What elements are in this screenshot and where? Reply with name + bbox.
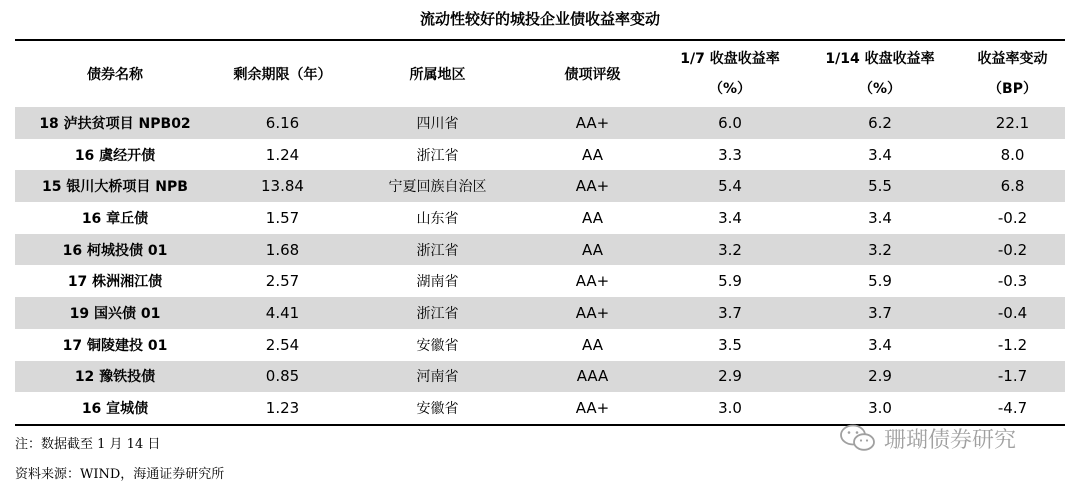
table-row xyxy=(15,139,1065,171)
yield-jan7: 3.2 xyxy=(660,234,800,266)
rating: AA+ xyxy=(575,399,610,418)
yield-jan14: 2.9 xyxy=(800,361,960,393)
yield-jan14: 3.2 xyxy=(800,234,960,266)
table-row xyxy=(15,170,1065,202)
yield-change: -4.7 xyxy=(997,399,1028,418)
remaining-term: 2.57 xyxy=(265,272,300,291)
bond-name: 16 柯城投债 01 xyxy=(15,234,215,266)
yield-change: -0.4 xyxy=(960,297,1065,329)
yield-change: -1.2 xyxy=(997,335,1028,354)
yield-jan14: 3.0 xyxy=(868,399,892,418)
bond-name: 12 豫铁投债 xyxy=(15,361,215,393)
bond-name: 18 泸扶贫项目 NPB02 xyxy=(15,107,215,139)
table-row xyxy=(15,361,1065,393)
yield-jan14: 5.9 xyxy=(868,272,892,291)
table-title: 流动性较好的城投企业债收益率变动 xyxy=(419,10,660,28)
remaining-term: 6.16 xyxy=(215,107,350,139)
rating: AA xyxy=(582,335,603,354)
remaining-term: 1.23 xyxy=(265,399,300,418)
table-row xyxy=(15,329,1065,361)
yield-jan14: 3.7 xyxy=(800,297,960,329)
yield-jan7: 3.3 xyxy=(718,145,742,164)
bond-name: 19 国兴债 01 xyxy=(15,297,215,329)
yield-jan7: 3.0 xyxy=(718,399,742,418)
rating: AA+ xyxy=(525,297,660,329)
yield-jan7: 3.7 xyxy=(660,297,800,329)
region: 浙江省 xyxy=(350,297,525,329)
rating: AA xyxy=(582,145,603,164)
yield-change: -1.7 xyxy=(960,361,1065,393)
remaining-term: 1.68 xyxy=(215,234,350,266)
yield-jan7: 5.9 xyxy=(718,272,742,291)
yield-jan14: 5.5 xyxy=(800,170,960,202)
table-row xyxy=(15,234,1065,266)
column-header-region: 所属地区 xyxy=(409,67,466,83)
yield-jan14: 3.4 xyxy=(868,335,892,354)
rating: AA xyxy=(525,234,660,266)
yield-change: -0.2 xyxy=(997,208,1028,227)
column-header-yield-change: 收益率变动 （BP） xyxy=(977,51,1048,97)
region: 山东省 xyxy=(416,210,459,227)
column-header-rating: 债项评级 xyxy=(564,67,621,83)
rating: AAA xyxy=(525,361,660,393)
watermark xyxy=(838,423,1016,453)
rating: AA+ xyxy=(575,272,610,291)
yield-change: -0.2 xyxy=(960,234,1065,266)
region: 浙江省 xyxy=(416,147,459,164)
bond-name: 16 虞经开债 xyxy=(74,147,156,164)
data-source-note: 资料来源：WIND，海通证券研究所 xyxy=(15,467,225,482)
region: 宁夏回族自治区 xyxy=(350,170,525,202)
bond-name: 16 宣城债 xyxy=(81,401,149,418)
yield-jan7: 3.5 xyxy=(718,335,742,354)
remaining-term: 13.84 xyxy=(215,170,350,202)
yield-change: -0.3 xyxy=(997,272,1028,291)
yield-change: 8.0 xyxy=(1000,145,1025,164)
yield-jan7: 3.4 xyxy=(718,208,742,227)
region: 湖南省 xyxy=(416,274,459,291)
watermark-text: 珊瑚债券研究 xyxy=(884,427,1017,453)
bond-name: 17 株洲湘江债 xyxy=(67,274,163,291)
region: 浙江省 xyxy=(350,234,525,266)
yield-change: 6.8 xyxy=(960,170,1065,202)
table-row xyxy=(15,297,1065,329)
yield-change: 22.1 xyxy=(960,107,1065,139)
table-row xyxy=(15,392,1065,424)
region: 安徽省 xyxy=(416,401,459,418)
remaining-term: 2.54 xyxy=(265,335,300,354)
table-row xyxy=(15,202,1065,234)
remaining-term: 4.41 xyxy=(215,297,350,329)
data-cutoff-note: 注：数据截至 1 月 14 日 xyxy=(15,437,161,452)
table-row xyxy=(15,107,1065,139)
column-header-remaining-term: 剩余期限（年） xyxy=(233,67,332,83)
wechat-icon xyxy=(838,423,878,453)
table-row xyxy=(15,265,1065,297)
region: 安徽省 xyxy=(416,337,459,354)
column-header-yield-jan14: 1/14 收盘收益率 （%） xyxy=(825,51,935,97)
column-header-bond-name: 债券名称 xyxy=(87,67,143,83)
bond-yield-table xyxy=(15,41,1065,424)
column-header-yield-jan7: 1/7 收盘收益率 （%） xyxy=(680,51,780,97)
header-row xyxy=(15,41,1065,107)
bond-name: 16 章丘债 xyxy=(81,210,149,227)
yield-jan14: 3.4 xyxy=(868,208,892,227)
remaining-term: 1.24 xyxy=(265,145,300,164)
region: 河南省 xyxy=(350,361,525,393)
remaining-term: 0.85 xyxy=(215,361,350,393)
rating: AA xyxy=(582,208,603,227)
yield-jan7: 2.9 xyxy=(660,361,800,393)
yield-jan7: 6.0 xyxy=(660,107,800,139)
yield-jan14: 6.2 xyxy=(800,107,960,139)
region: 四川省 xyxy=(350,107,525,139)
remaining-term: 1.57 xyxy=(265,208,300,227)
rating: AA+ xyxy=(525,170,660,202)
rating: AA+ xyxy=(525,107,660,139)
yield-jan14: 3.4 xyxy=(868,145,892,164)
bond-name: 15 银川大桥项目 NPB xyxy=(15,170,215,202)
yield-jan7: 5.4 xyxy=(660,170,800,202)
bond-name: 17 铜陵建投 01 xyxy=(62,337,168,354)
